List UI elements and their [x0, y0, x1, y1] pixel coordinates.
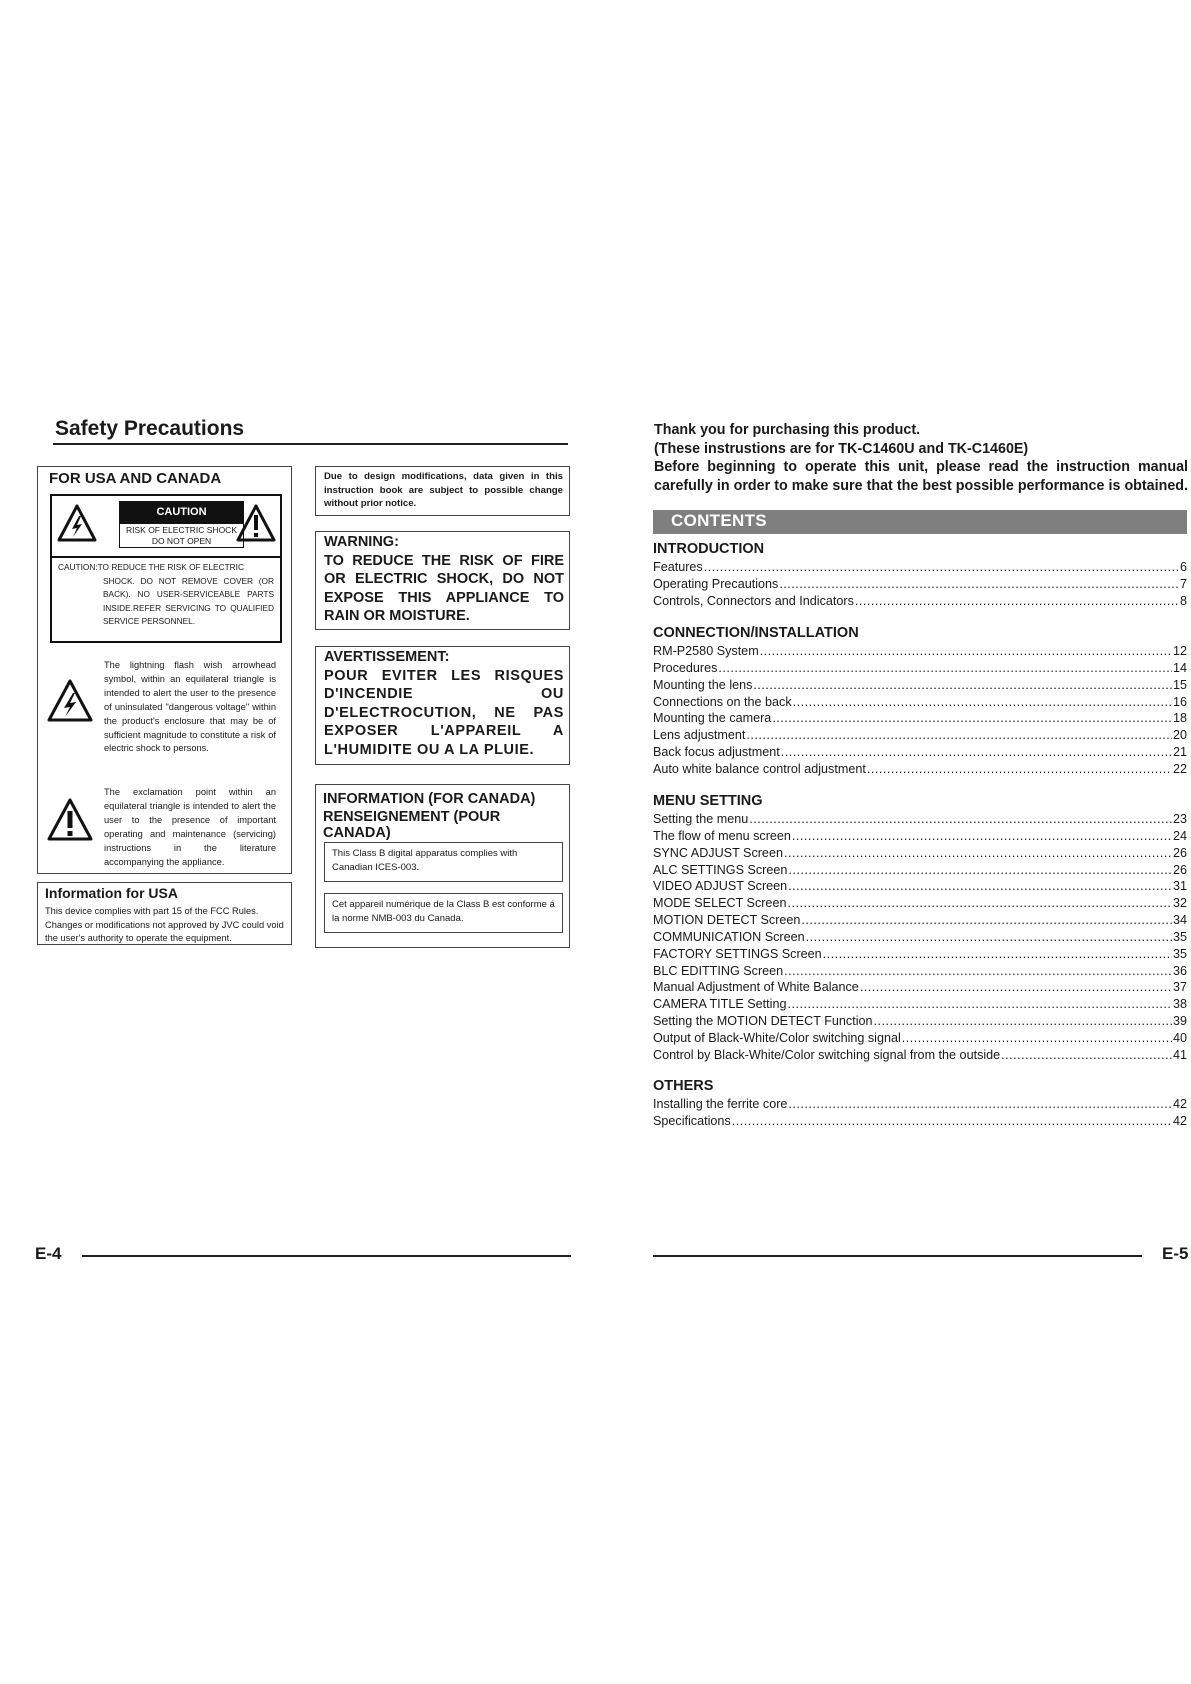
caution-subtext-line-2: DO NOT OPEN [151, 536, 212, 546]
toc-entry-title: RM-P2580 System [653, 644, 759, 658]
caution-text-rest: SHOCK. DO NOT REMOVE COVER (OR BACK). NO USER-SERVICEABLE PARTS INSIDE.REFER SERVICING TO QUALIFIED SERVICE PERSONNEL. [103, 575, 274, 626]
toc-leader [806, 929, 1172, 946]
toc-entry-page: 34 [1172, 913, 1187, 928]
info-usa-box [37, 882, 292, 945]
warning-box [315, 531, 570, 630]
toc-entry[interactable] [653, 559, 1187, 576]
exclamation-warning-icon [236, 504, 276, 542]
toc-entry[interactable] [653, 895, 1187, 912]
toc-entry-title: MOTION DETECT Screen [653, 913, 801, 928]
toc-entry-page: 38 [1172, 997, 1187, 1012]
toc-entry-title: MODE SELECT Screen [653, 896, 787, 911]
toc-entry-title: Operating Precautions [653, 576, 779, 591]
toc-entry[interactable] [653, 761, 1187, 778]
toc-leader [793, 694, 1172, 711]
toc-section-menu-setting [653, 792, 1187, 1064]
toc-section-connection-installation [653, 624, 1187, 778]
toc-section-heading: MENU SETTING [653, 793, 763, 809]
toc-entry[interactable] [653, 710, 1187, 727]
toc-entry[interactable] [653, 828, 1187, 845]
caution-text [58, 561, 274, 629]
canada-info-box [315, 784, 570, 948]
toc-entry-title: Setting the menu [653, 812, 749, 826]
toc-entry[interactable] [653, 811, 1187, 828]
contents-header-bar [653, 510, 1187, 534]
toc-leader [788, 1096, 1172, 1113]
intro-line-3: Before beginning to operate this unit, please read the instruction manual carefully in order to make sure that the best possible performance is obtained. [654, 459, 1188, 494]
page-title: Safety Precautions [55, 417, 245, 440]
toc-entry-page: 20 [1172, 728, 1187, 743]
toc-leader [749, 811, 1172, 828]
toc-leader [760, 643, 1172, 660]
toc-section-heading: CONNECTION/INSTALLATION [653, 625, 859, 641]
toc-entry-page: 40 [1172, 1030, 1187, 1045]
toc-entry[interactable] [653, 912, 1187, 929]
toc-entry-page: 26 [1172, 845, 1187, 860]
toc-entry-title: Manual Adjustment of White Balance [653, 980, 859, 995]
canada-title-french: RENSEIGNEMENT (POUR CANADA) [323, 809, 501, 841]
toc-section-others [653, 1077, 1187, 1130]
toc-leader [867, 761, 1172, 778]
warning-title: WARNING: [324, 534, 399, 550]
toc-entry-title: Output of Black-White/Color switching signal [653, 1030, 901, 1045]
toc-leader [753, 677, 1172, 694]
toc-entry-page: 39 [1172, 1014, 1187, 1029]
toc-entry-title: COMMUNICATION Screen [653, 929, 805, 944]
toc-leader [1001, 1047, 1172, 1064]
toc-leader [823, 946, 1172, 963]
toc-entry-title: Control by Black-White/Color switching signal from the outside [653, 1047, 1001, 1062]
toc-entry[interactable] [653, 660, 1187, 677]
toc-leader [781, 744, 1172, 761]
toc-entry[interactable] [653, 1030, 1187, 1047]
toc-leader [732, 1113, 1172, 1130]
toc-entry-title: Setting the MOTION DETECT Function [653, 1014, 873, 1029]
toc-entry-page: 41 [1172, 1047, 1187, 1062]
canada-french-notice: Cet appareil numérique de la Class B est conforme á la norme NMB-003 du Canada. [332, 899, 555, 924]
toc-entry-title: Connections on the back [653, 694, 792, 709]
toc-entry-title: Controls, Connectors and Indicators [653, 593, 854, 608]
toc-leader [801, 912, 1172, 929]
toc-entry-page: 18 [1172, 711, 1187, 726]
caution-text-first-line: CAUTION:TO REDUCE THE RISK OF ELECTRIC [58, 562, 244, 572]
toc-entry[interactable] [653, 744, 1187, 761]
toc-leader [772, 710, 1172, 727]
toc-section-introduction [653, 540, 1187, 610]
toc-entry-page: 12 [1172, 644, 1187, 658]
toc-entry-page: 42 [1172, 1113, 1187, 1128]
toc-entry-title: Procedures [653, 660, 718, 675]
toc-entry-title: Features [653, 560, 703, 574]
toc-entry-page: 6 [1179, 560, 1187, 574]
toc-entry-title: Mounting the camera [653, 711, 772, 726]
toc-entry[interactable] [653, 694, 1187, 711]
toc-entry-page: 7 [1179, 576, 1187, 591]
toc-leader [787, 895, 1172, 912]
toc-entry[interactable] [653, 996, 1187, 1013]
toc-entry[interactable] [653, 929, 1187, 946]
toc-entry-page: 15 [1172, 677, 1187, 692]
toc-entry[interactable] [653, 727, 1187, 744]
toc-entry-title: CAMERA TITLE Setting [653, 997, 787, 1012]
toc-entry-page: 42 [1172, 1097, 1187, 1111]
toc-leader [855, 593, 1179, 610]
toc-entry-page: 22 [1172, 761, 1187, 776]
footer-rule-right [653, 1255, 1142, 1257]
footer-rule-left [82, 1255, 571, 1257]
contents-title: CONTENTS [671, 511, 767, 530]
exclamation-explanation: The exclamation point within an equilateral triangle is intended to alert the user to the presence of important operating and maintenance (servicing) instructions in the literature accompanying the appliance. [104, 787, 276, 867]
toc-entry-page: 37 [1172, 980, 1187, 995]
toc-section-heading: INTRODUCTION [653, 541, 765, 557]
caution-label: CAUTION [119, 501, 244, 523]
toc-entry[interactable] [653, 845, 1187, 862]
toc-entry-page: 16 [1172, 694, 1187, 709]
toc-entry[interactable] [653, 1096, 1187, 1113]
toc-leader [788, 878, 1172, 895]
toc-entry[interactable] [653, 1013, 1187, 1030]
toc-entry[interactable] [653, 576, 1187, 593]
toc-section-heading: OTHERS [653, 1078, 714, 1094]
toc-entry[interactable] [653, 1113, 1187, 1130]
intro-text [654, 421, 1188, 495]
avertissement-box [315, 646, 570, 765]
info-usa-title: Information for USA [45, 885, 178, 901]
avertissement-text: POUR EVITER LES RISQUES D'INCENDIE OU D'ELECTROCUTION, NE PAS EXPOSER L'APPAREIL A L'HUMIDITE OU A LA PLUIE. [324, 668, 564, 758]
toc-entry[interactable] [653, 593, 1187, 610]
toc-leader [718, 660, 1172, 677]
title-rule [53, 443, 568, 445]
caution-subtext [119, 523, 244, 548]
toc-leader [902, 1030, 1172, 1047]
toc-leader [860, 979, 1172, 996]
canada-french-notice-box [324, 893, 563, 933]
toc-entry-page: 23 [1172, 812, 1187, 826]
toc-entry-title: Back focus adjustment [653, 745, 780, 760]
toc-leader [746, 727, 1172, 744]
toc-entry-page: 8 [1179, 593, 1187, 608]
toc-leader [704, 559, 1179, 576]
page-number-left: E-4 [35, 1244, 62, 1263]
toc-entry-title: SYNC ADJUST Screen [653, 845, 783, 860]
toc-entry-title: Lens adjustment [653, 728, 746, 743]
warning-text: TO REDUCE THE RISK OF FIRE OR ELECTRIC SHOCK, DO NOT EXPOSE THIS APPLIANCE TO RAIN OR MOISTURE. [324, 553, 564, 625]
toc-entry-title: FACTORY SETTINGS Screen [653, 946, 822, 961]
toc-entry-title: BLC EDITTING Screen [653, 963, 784, 978]
toc-leader [792, 828, 1172, 845]
toc-leader [784, 963, 1172, 980]
toc-leader [779, 576, 1179, 593]
info-usa-text: This device complies with part 15 of the FCC Rules. Changes or modifications not approved by JVC could void the user's authority to operate the equipment. [45, 906, 284, 944]
toc-entry-page: 14 [1172, 660, 1187, 675]
canada-english-notice-box [324, 842, 563, 882]
toc-entry[interactable] [653, 1047, 1187, 1064]
toc-entry[interactable] [653, 979, 1187, 996]
toc-entry-title: Mounting the lens [653, 677, 753, 692]
toc-entry-page: 35 [1172, 929, 1187, 944]
canada-title-english: INFORMATION (FOR CANADA) [323, 791, 536, 807]
toc-entry-page: 36 [1172, 963, 1187, 978]
intro-line-1: Thank you for purchasing this product. [654, 422, 921, 438]
usa-canada-box [37, 466, 292, 874]
canada-english-notice: This Class B digital apparatus complies with Canadian ICES-003. [332, 848, 518, 873]
toc-entry-page: 26 [1172, 862, 1187, 877]
toc-entry-title: Installing the ferrite core [653, 1097, 788, 1111]
toc-entry-title: The flow of menu screen [653, 828, 791, 843]
modification-notice: Due to design modifications, data given in this instruction book are subject to possible change without prior notice. [324, 471, 563, 510]
caution-subtext-line-1: RISK OF ELECTRIC SHOCK [126, 525, 237, 535]
caution-panel [50, 494, 282, 643]
toc-entry-title: VIDEO ADJUST Screen [653, 879, 788, 894]
toc-entry[interactable] [653, 946, 1187, 963]
toc-entry[interactable] [653, 862, 1187, 879]
toc-entry-page: 21 [1172, 745, 1187, 760]
toc-entry-title: Auto white balance control adjustment [653, 761, 866, 776]
toc-entry-title: ALC SETTINGS Screen [653, 862, 788, 877]
toc-entry[interactable] [653, 963, 1187, 980]
toc-leader [874, 1013, 1172, 1030]
toc-entry[interactable] [653, 643, 1187, 660]
toc-entry[interactable] [653, 677, 1187, 694]
lightning-explanation: The lightning flash wish arrowhead symbol, within an equilateral triangle is intended to alert the user to the presence of uninsulated "dangerous voltage" within the product's enclosure that may be of sufficient magnitude to constitute a risk of electric shock to persons. [104, 660, 276, 754]
page-number-right: E-5 [1162, 1244, 1189, 1263]
lightning-triangle-icon [46, 678, 94, 724]
usa-canada-title: FOR USA AND CANADA [49, 470, 222, 487]
toc-leader [784, 845, 1172, 862]
avertissement-title: AVERTISSEMENT: [324, 649, 450, 665]
intro-line-2: (These instrustions are for TK-C1460U and TK-C1460E) [654, 440, 1029, 457]
toc-entry-page: 32 [1172, 896, 1187, 911]
caution-divider [52, 556, 280, 558]
toc-entry[interactable] [653, 878, 1187, 895]
toc-leader [788, 862, 1172, 879]
modification-notice-box [315, 466, 570, 516]
toc-entry-page: 31 [1172, 879, 1187, 894]
toc-entry-page: 24 [1172, 828, 1187, 843]
lightning-warning-icon [57, 504, 97, 542]
toc-leader [787, 996, 1172, 1013]
toc-entry-title: Specifications [653, 1113, 731, 1128]
toc-entry-page: 35 [1172, 946, 1187, 961]
exclamation-triangle-icon [46, 797, 94, 843]
